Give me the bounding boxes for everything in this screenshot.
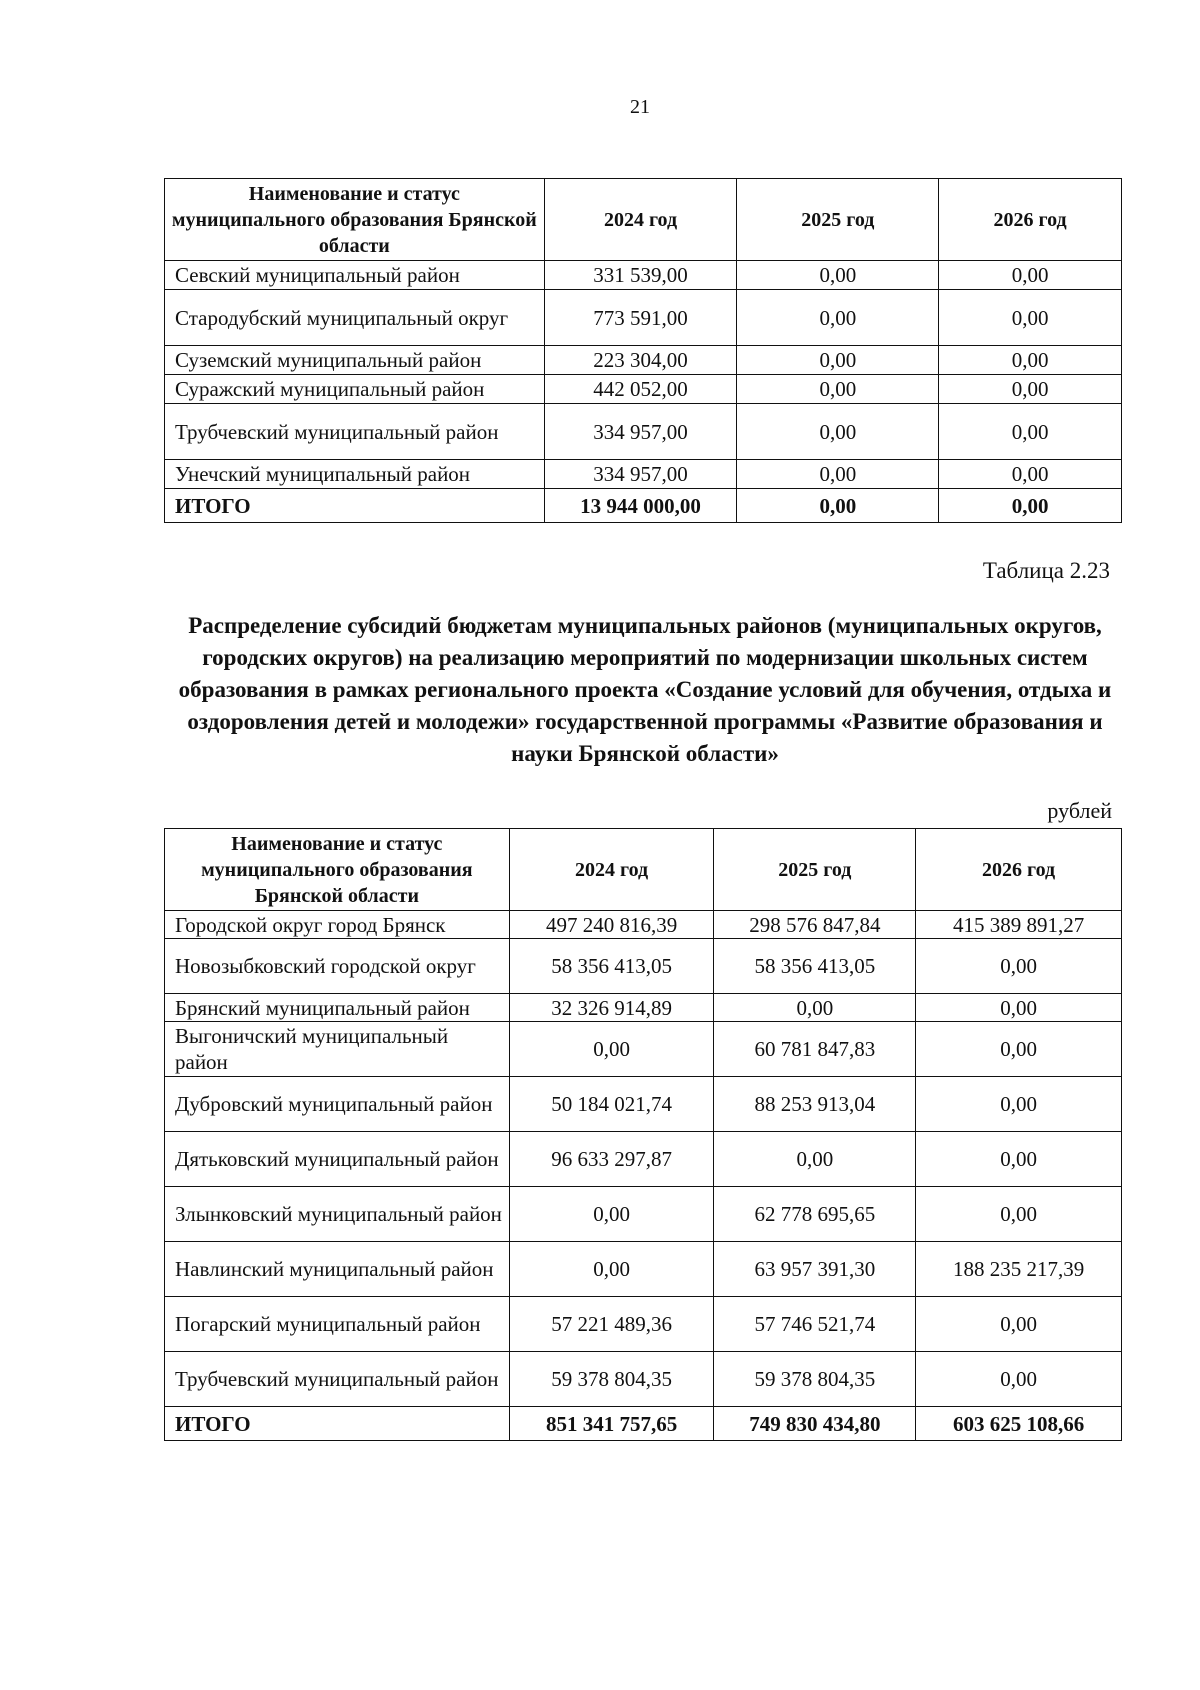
cell-2024: 442 052,00 — [544, 375, 737, 404]
table-header-row — [165, 829, 1122, 911]
header-2024: 2024 год — [544, 179, 737, 261]
cell-2026: 0,00 — [939, 375, 1122, 404]
cell-name: Городской округ город Брянск — [165, 911, 510, 939]
cell-2024: 0,00 — [509, 1022, 714, 1077]
cell-name: Трубчевский муниципальный район — [165, 1352, 510, 1407]
cell-name: Севский муниципальный район — [165, 261, 545, 290]
table-row — [165, 994, 1122, 1022]
cell-2025: 0,00 — [737, 290, 939, 346]
table-row — [165, 1077, 1122, 1132]
table-row — [165, 1242, 1122, 1297]
cell-2025: 57 746 521,74 — [714, 1297, 916, 1352]
cell-2026: 0,00 — [916, 994, 1122, 1022]
unit-label: рублей — [1047, 798, 1112, 823]
cell-2026: 0,00 — [939, 404, 1122, 460]
cell-2026: 0,00 — [916, 1077, 1122, 1132]
cell-2024: 0,00 — [509, 1242, 714, 1297]
cell-2025: 0,00 — [737, 375, 939, 404]
cell-2024: 59 378 804,35 — [509, 1352, 714, 1407]
table-continuation — [164, 178, 1122, 523]
cell-total-2024: 851 341 757,65 — [509, 1407, 714, 1441]
header-name: Наименование и статус муниципального образования Брянской области — [165, 829, 510, 911]
table-total-row — [165, 489, 1122, 523]
cell-name: Суземский муниципальный район — [165, 346, 545, 375]
cell-name: Злынковский муниципальный район — [165, 1187, 510, 1242]
table-title: Распределение субсидий бюджетам муниципальных районов (муниципальных округов, городских округов) на реализацию мероприятий по модернизации школьных систем образования в рамках регионального проекта «Создание условий для обучения, отдыха и оздоровления детей и молодежи» государственной программы «Развитие образования и науки Брянской области» — [178, 613, 1112, 766]
cell-2026: 0,00 — [916, 1187, 1122, 1242]
cell-2025: 88 253 913,04 — [714, 1077, 916, 1132]
cell-2024: 773 591,00 — [544, 290, 737, 346]
cell-2026: 0,00 — [939, 290, 1122, 346]
header-2025: 2025 год — [714, 829, 916, 911]
cell-2024: 0,00 — [509, 1187, 714, 1242]
cell-total-label: ИТОГО — [165, 489, 545, 523]
header-2026: 2026 год — [939, 179, 1122, 261]
cell-2026: 0,00 — [916, 1297, 1122, 1352]
cell-2024: 50 184 021,74 — [509, 1077, 714, 1132]
cell-2024: 96 633 297,87 — [509, 1132, 714, 1187]
cell-name: Суражский муниципальный район — [165, 375, 545, 404]
cell-2025: 59 378 804,35 — [714, 1352, 916, 1407]
cell-2025: 0,00 — [737, 404, 939, 460]
cell-total-2025: 749 830 434,80 — [714, 1407, 916, 1441]
header-2024: 2024 год — [509, 829, 714, 911]
table-row — [165, 911, 1122, 939]
cell-2025: 298 576 847,84 — [714, 911, 916, 939]
table-row — [165, 460, 1122, 489]
cell-2026: 0,00 — [916, 1352, 1122, 1407]
cell-total-2026: 603 625 108,66 — [916, 1407, 1122, 1441]
page-number: 21 — [630, 96, 650, 118]
table-header-row — [165, 179, 1122, 261]
cell-2025: 0,00 — [714, 1132, 916, 1187]
cell-2025: 62 778 695,65 — [714, 1187, 916, 1242]
cell-2025: 0,00 — [737, 346, 939, 375]
cell-name: Унечский муниципальный район — [165, 460, 545, 489]
cell-name: Погарский муниципальный район — [165, 1297, 510, 1352]
cell-2025: 58 356 413,05 — [714, 939, 916, 994]
cell-total-2025: 0,00 — [737, 489, 939, 523]
table-row — [165, 1022, 1122, 1077]
cell-2026: 0,00 — [916, 1132, 1122, 1187]
cell-2026: 415 389 891,27 — [916, 911, 1122, 939]
table-row — [165, 1352, 1122, 1407]
cell-2024: 32 326 914,89 — [509, 994, 714, 1022]
table-row — [165, 290, 1122, 346]
header-name: Наименование и статус муниципального образования Брянской области — [165, 179, 545, 261]
cell-2026: 0,00 — [939, 346, 1122, 375]
table-subsidies — [164, 828, 1122, 1441]
cell-name: Дубровский муниципальный район — [165, 1077, 510, 1132]
table-row — [165, 404, 1122, 460]
cell-2026: 0,00 — [916, 939, 1122, 994]
table-row — [165, 939, 1122, 994]
cell-2024: 331 539,00 — [544, 261, 737, 290]
cell-2024: 223 304,00 — [544, 346, 737, 375]
cell-name: Брянский муниципальный район — [165, 994, 510, 1022]
cell-name: Стародубский муниципальный округ — [165, 290, 545, 346]
cell-name: Дятьковский муниципальный район — [165, 1132, 510, 1187]
cell-2025: 0,00 — [737, 460, 939, 489]
cell-total-2026: 0,00 — [939, 489, 1122, 523]
cell-name: Навлинский муниципальный район — [165, 1242, 510, 1297]
cell-2025: 0,00 — [737, 261, 939, 290]
cell-total-2024: 13 944 000,00 — [544, 489, 737, 523]
header-2025: 2025 год — [737, 179, 939, 261]
table-row — [165, 261, 1122, 290]
cell-2025: 60 781 847,83 — [714, 1022, 916, 1077]
cell-2024: 58 356 413,05 — [509, 939, 714, 994]
cell-name: Выгоничский муниципальный район — [165, 1022, 510, 1077]
cell-2024: 334 957,00 — [544, 460, 737, 489]
cell-2025: 63 957 391,30 — [714, 1242, 916, 1297]
table-total-row — [165, 1407, 1122, 1441]
cell-2026: 188 235 217,39 — [916, 1242, 1122, 1297]
cell-2025: 0,00 — [714, 994, 916, 1022]
header-2026: 2026 год — [916, 829, 1122, 911]
cell-2026: 0,00 — [939, 261, 1122, 290]
table-row — [165, 1187, 1122, 1242]
cell-name: Новозыбковский городской округ — [165, 939, 510, 994]
cell-name: Трубчевский муниципальный район — [165, 404, 545, 460]
table-caption: Таблица 2.23 — [982, 558, 1110, 583]
cell-2024: 57 221 489,36 — [509, 1297, 714, 1352]
cell-2026: 0,00 — [916, 1022, 1122, 1077]
cell-2024: 497 240 816,39 — [509, 911, 714, 939]
table-row — [165, 375, 1122, 404]
table-row — [165, 346, 1122, 375]
cell-2024: 334 957,00 — [544, 404, 737, 460]
cell-total-label: ИТОГО — [165, 1407, 510, 1441]
table-row — [165, 1132, 1122, 1187]
table-row — [165, 1297, 1122, 1352]
cell-2026: 0,00 — [939, 460, 1122, 489]
